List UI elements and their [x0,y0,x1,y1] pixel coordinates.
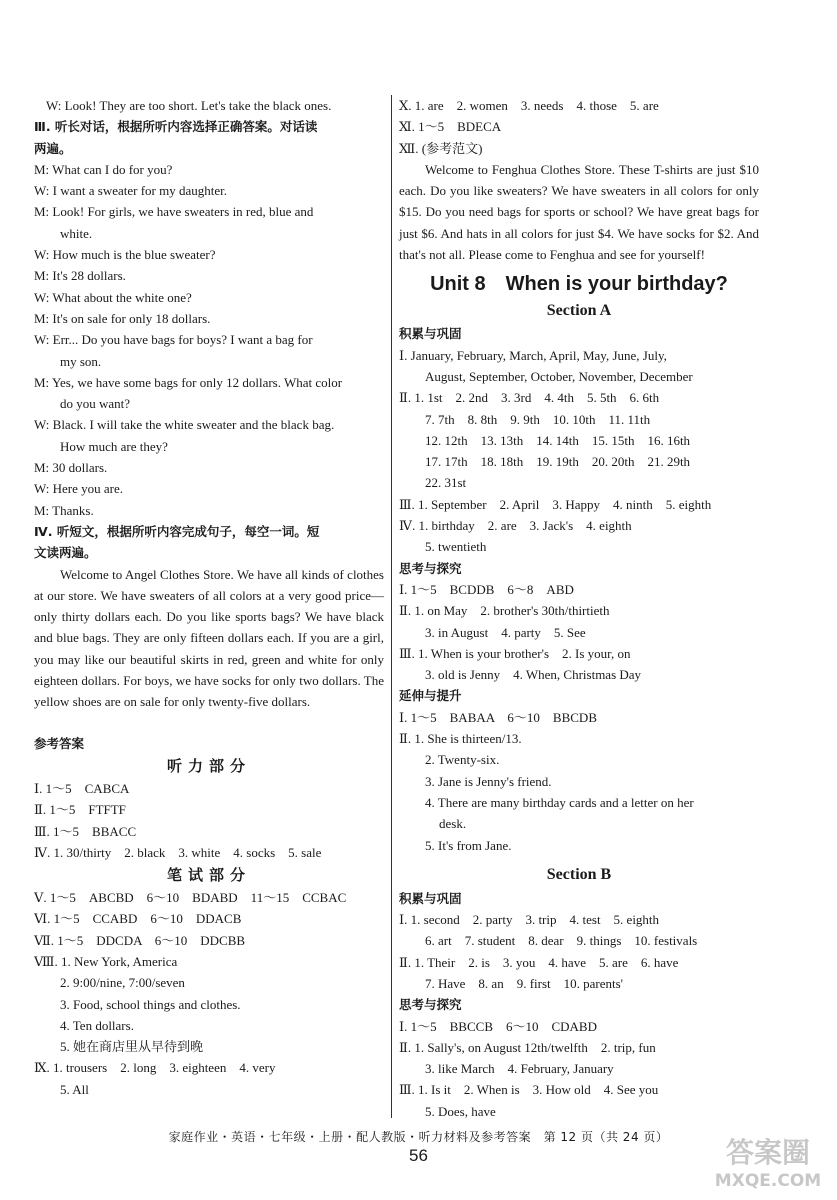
watermark-logo [705,1128,831,1194]
listening-heading: 听力部分 [166,756,251,775]
sample-essay: Welcome to Fenghua Clothes Store. These T-shirts are just $10 each. Do you like sweaters? We have sweaters in all colors for only $15. Do you need bags for sports or school? We have great bags for just $6. And hats in all colors for just $4. We have socks for $2. And that's not all. Please come to Fenghua and see for yourself! [399,161,759,263]
answer-line: 3. Jane is Jenny's friend. [425,773,552,789]
answer-line: Ⅲ. 1～5 BBACC [34,823,137,839]
dialogue-line: M: It's on sale for only 18 dollars. [34,310,211,326]
page-number: 56 [409,1146,428,1165]
answer-line: Ⅱ. 1～5 FTFTF [34,802,126,818]
dialogue-line: my son. [60,353,102,369]
subsection-heading: 积累与巩固 [399,326,462,342]
watermark-url: MXQE.COM [714,1171,822,1191]
dialogue-line: M: What can I do for you? [34,161,173,177]
left-column [34,95,384,1100]
dialogue-line: W: How much is the blue sweater? [34,247,216,263]
answer-line: Ⅱ. 1. She is thirteen/13. [399,731,522,747]
dialogue-line: M: Look! For girls, we have sweaters in red, blue and [34,204,314,220]
answer-line: 6. art 7. student 8. dear 9. things 10. festivals [425,933,698,949]
answer-line: desk. [439,816,467,832]
section-a-title: Section A [546,302,612,320]
answer-line: Ⅹ. 1. are 2. women 3. needs 4. those 5. are [399,98,659,113]
answer-line: 3. like March 4. February, January [425,1061,614,1077]
section-instruction: Ⅲ. 听长对话，根据所听内容选择正确答案。对话读 [34,119,318,135]
answer-line: 4. Ten dollars. [60,1017,134,1033]
listening-passage: Welcome to Angel Clothes Store. We have all kinds of clothes at our store. We have sweaters of all colors at a very good price—only thirty dollars each. Do you like sports bags? We have black and blue bags. They are only fifteen dollars each. If you are a girl, you may like our beautiful skirts in red, green and white for only eighteen dollars. For boys, we have socks for only two dollars. The yellow shoes are on sale for only twenty-five dollars. [34,566,384,710]
dialogue-line: W: I want a sweater for my daughter. [34,183,228,199]
answer-line: August, September, October, November, December [425,368,693,384]
dialogue-line: M: It's 28 dollars. [34,268,126,284]
answer-line: 12. 12th 13. 13th 14. 14th 15. 15th 16. 16th [425,432,691,448]
section-instruction: 两遍。 [34,140,72,156]
answer-line: 2. Twenty-six. [425,752,500,768]
answer-line: Ⅰ. 1～5 CABCA [34,780,130,796]
answer-line: Ⅲ. 1. September 2. April 3. Happy 4. ninth 5. eighth [399,496,712,512]
answer-line: 3. old is Jenny 4. When, Christmas Day [425,667,642,683]
answer-line: 5. All [60,1081,89,1097]
answer-line: 5. twentieth [425,539,487,555]
answer-line: 5. It's from Jane. [425,837,512,853]
answer-line: Ⅵ. 1～5 CCABD 6～10 DDACB [34,911,242,927]
answer-line: 2. 9:00/nine, 7:00/seven [60,975,185,991]
subsection-heading: 积累与巩固 [399,890,462,906]
answer-line: Ⅺ. 1～5 BDECA [399,119,502,135]
section-instruction: Ⅳ. 听短文，根据所听内容完成句子，每空一词。短 [34,523,320,539]
answer-line: Ⅶ. 1～5 DDCDA 6～10 DDCBB [34,932,246,948]
answer-line: 5. Does, have [425,1103,496,1119]
answer-line: Ⅳ. 1. birthday 2. are 3. Jack's 4. eighth [399,518,632,534]
subsection-heading: 思考与探究 [399,997,462,1013]
subsection-heading: 延伸与提升 [399,688,462,704]
answer-line: 4. There are many birthday cards and a letter on her [425,794,694,810]
answer-line: 22. 31st [425,475,467,491]
answer-line: Ⅰ. January, February, March, April, May, June, July, [399,347,667,363]
answer-line: Ⅳ. 1. 30/thirty 2. black 3. white 4. socks 5. sale [34,844,322,860]
dialogue-line: W: Err... Do you have bags for boys? I want a bag for [34,332,313,348]
answer-line: Ⅱ. 1. Sally's, on August 12th/twelfth 2. trip, fun [399,1039,656,1055]
answer-line: Ⅸ. 1. trousers 2. long 3. eighteen 4. very [34,1060,276,1076]
written-heading: 笔试部分 [166,866,251,885]
answer-line: 3. Food, school things and clothes. [60,996,241,1012]
answer-line: Ⅰ. 1～5 BABAA 6～10 BBCDB [399,709,597,725]
answer-line: Ⅰ. 1. second 2. party 3. trip 4. test 5. eighth [399,912,660,928]
answer-line: 3. in August 4. party 5. See [425,624,586,640]
answer-line: Ⅴ. 1～5 ABCBD 6～10 BDABD 11～15 CCBAC [34,890,347,906]
answer-line: 17. 17th 18. 18th 19. 19th 20. 20th 21. 29th [425,454,691,470]
watermark-text: 答案圈 [725,1136,811,1169]
answer-line: Ⅻ. (参考范文) [399,140,483,156]
dialogue-line: W: Black. I will take the white sweater and the black bag. [34,417,335,433]
section-b-title: Section B [546,865,612,883]
section-instruction: 文读两遍。 [34,545,97,561]
dialogue-line: white. [60,225,93,241]
answer-line: Ⅱ. 1. Their 2. is 3. you 4. have 5. are 6. have [399,954,679,970]
answers-label: 参考答案 [34,735,85,751]
subsection-heading: 思考与探究 [399,560,462,576]
answer-line: 7. Have 8. an 9. first 10. parents' [425,975,624,991]
dialogue-line: How much are they? [60,438,168,454]
dialogue-line: M: Thanks. [34,502,94,518]
dialogue-line: M: Yes, we have some bags for only 12 dollars. What color [34,374,343,390]
answer-line: 5. 她在商店里从早待到晚 [60,1039,204,1055]
answer-line: Ⅰ. 1～5 BCDDB 6～8 ABD [399,581,574,597]
answer-line: Ⅷ. 1. New York, America [34,953,178,969]
dialogue-line: W: What about the white one? [34,289,192,305]
answer-line: 7. 7th 8. 8th 9. 9th 10. 10th 11. 11th [425,411,651,427]
column-divider [391,95,392,1118]
dialogue-line: W: Here you are. [34,481,124,497]
unit-title: Unit 8 When is your birthday? [430,273,728,296]
answer-line: Ⅲ. 1. When is your brother's 2. Is your, on [399,645,631,661]
answer-line: Ⅱ. 1. 1st 2. 2nd 3. 3rd 4. 4th 5. 5th 6. 6th [399,390,660,406]
answer-line: Ⅰ. 1～5 BBCCB 6～10 CDABD [399,1018,597,1034]
right-column [399,95,759,1122]
dialogue-line: W: Look! They are too short. Let's take the black ones. [46,98,332,113]
answer-line: Ⅲ. 1. Is it 2. When is 3. How old 4. See you [399,1082,659,1098]
answer-line: Ⅱ. 1. on May 2. brother's 30th/thirtieth [399,603,610,619]
dialogue-line: do you want? [60,396,131,412]
page-footer: 家庭作业・英语・七年级・上册・配人教版・听力材料及参考答案 第 12 页（共 24 页） [168,1130,669,1144]
dialogue-line: M: 30 dollars. [34,460,108,476]
